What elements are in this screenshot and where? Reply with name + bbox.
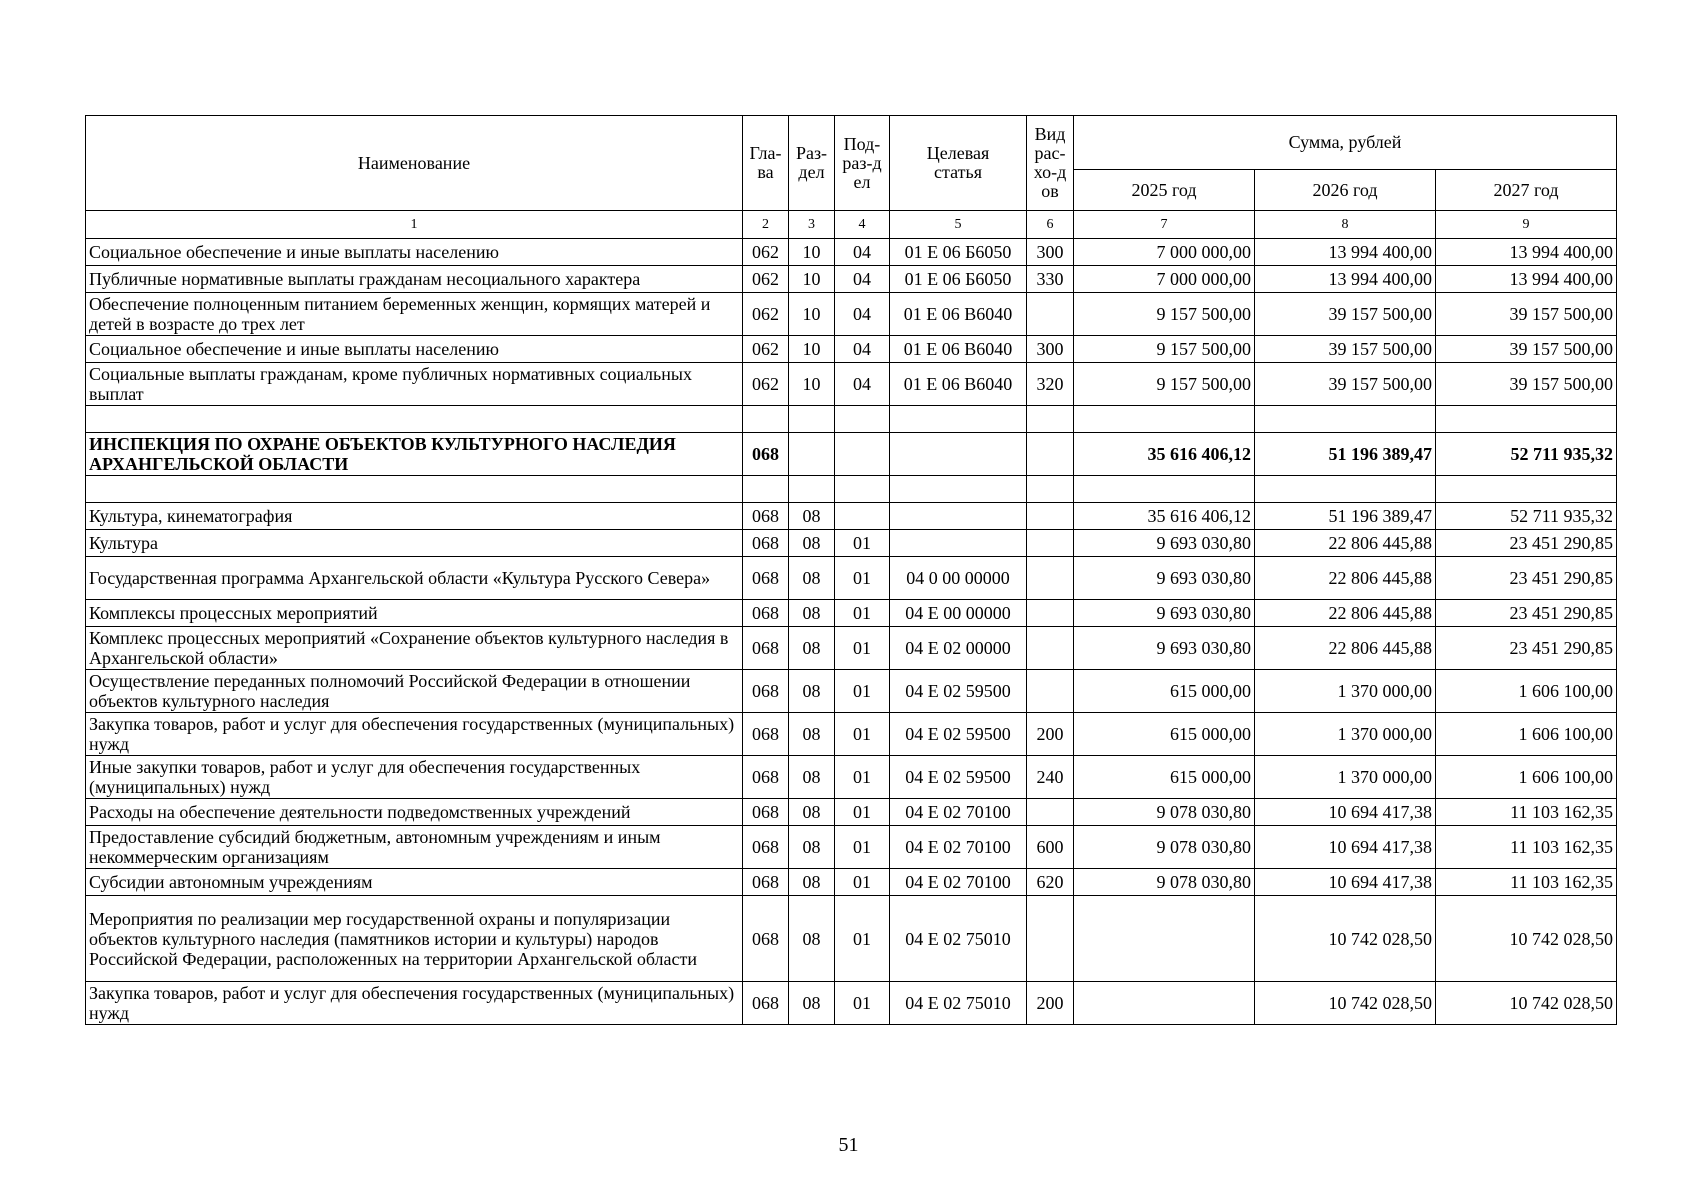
row-razdel: 08 <box>789 557 835 600</box>
header-razdel-text: Раз-дел <box>795 143 828 182</box>
row-tselevaya <box>890 503 1027 530</box>
row-glava <box>743 476 789 503</box>
row-sum-2025: 9 693 030,80 <box>1074 627 1255 670</box>
row-razdel <box>789 406 835 433</box>
table-row <box>86 336 1617 363</box>
row-glava: 062 <box>743 266 789 293</box>
row-name: Закупка товаров, работ и услуг для обеспечения государственных (муниципальных) нужд <box>86 713 743 756</box>
row-sum-2027: 13 994 400,00 <box>1436 239 1617 266</box>
column-number: 7 <box>1074 211 1255 239</box>
row-razdel: 08 <box>789 503 835 530</box>
table-row <box>86 826 1617 869</box>
row-tselevaya: 04 Е 00 00000 <box>890 600 1027 627</box>
header-glava-text: Гла-ва <box>749 143 782 182</box>
row-podrazdel: 01 <box>835 627 890 670</box>
row-name: Социальное обеспечение и иные выплаты населению <box>86 336 743 363</box>
row-vid <box>1027 476 1074 503</box>
row-sum-2026: 10 742 028,50 <box>1255 896 1436 982</box>
row-vid: 330 <box>1027 266 1074 293</box>
column-number: 2 <box>743 211 789 239</box>
row-razdel: 08 <box>789 826 835 869</box>
row-sum-2025: 9 693 030,80 <box>1074 600 1255 627</box>
row-sum-2027: 39 157 500,00 <box>1436 363 1617 406</box>
row-sum-2027: 23 451 290,85 <box>1436 627 1617 670</box>
row-glava: 068 <box>743 713 789 756</box>
row-name: Государственная программа Архангельской области «Культура Русского Севера» <box>86 557 743 600</box>
row-podrazdel: 01 <box>835 826 890 869</box>
row-podrazdel <box>835 476 890 503</box>
row-sum-2027: 52 711 935,32 <box>1436 503 1617 530</box>
row-name <box>86 406 743 433</box>
row-sum-2027: 52 711 935,32 <box>1436 433 1617 476</box>
row-podrazdel: 04 <box>835 266 890 293</box>
row-razdel: 10 <box>789 266 835 293</box>
header-podrazdel <box>835 116 890 211</box>
row-sum-2025 <box>1074 896 1255 982</box>
row-sum-2027 <box>1436 476 1617 503</box>
row-podrazdel: 01 <box>835 557 890 600</box>
row-sum-2027: 1 606 100,00 <box>1436 713 1617 756</box>
row-sum-2026: 1 370 000,00 <box>1255 670 1436 713</box>
table-row <box>86 627 1617 670</box>
row-podrazdel <box>835 433 890 476</box>
row-podrazdel: 01 <box>835 530 890 557</box>
table-row <box>86 896 1617 982</box>
row-podrazdel: 01 <box>835 756 890 799</box>
row-podrazdel: 01 <box>835 713 890 756</box>
header-tselevaya <box>890 116 1027 211</box>
header-glava <box>743 116 789 211</box>
row-name <box>86 476 743 503</box>
row-vid <box>1027 896 1074 982</box>
row-sum-2025: 615 000,00 <box>1074 670 1255 713</box>
row-glava: 068 <box>743 530 789 557</box>
row-sum-2027: 11 103 162,35 <box>1436 869 1617 896</box>
row-sum-2025: 7 000 000,00 <box>1074 239 1255 266</box>
row-sum-2027 <box>1436 406 1617 433</box>
row-sum-2026: 51 196 389,47 <box>1255 433 1436 476</box>
row-sum-2025 <box>1074 406 1255 433</box>
row-vid: 600 <box>1027 826 1074 869</box>
row-vid: 240 <box>1027 756 1074 799</box>
row-razdel: 08 <box>789 896 835 982</box>
row-vid <box>1027 503 1074 530</box>
row-tselevaya: 04 Е 02 75010 <box>890 896 1027 982</box>
row-sum-2025: 9 157 500,00 <box>1074 293 1255 336</box>
table-row <box>86 293 1617 336</box>
row-glava: 062 <box>743 293 789 336</box>
row-razdel <box>789 476 835 503</box>
row-sum-2027: 23 451 290,85 <box>1436 530 1617 557</box>
row-name: Субсидии автономным учреждениям <box>86 869 743 896</box>
row-glava: 068 <box>743 557 789 600</box>
row-tselevaya: 04 Е 02 00000 <box>890 627 1027 670</box>
row-podrazdel: 04 <box>835 293 890 336</box>
row-name: Предоставление субсидий бюджетным, автономным учреждениям и иным некоммерческим организациям <box>86 826 743 869</box>
row-vid <box>1027 557 1074 600</box>
row-sum-2025: 35 616 406,12 <box>1074 433 1255 476</box>
row-podrazdel: 01 <box>835 670 890 713</box>
row-sum-2027: 39 157 500,00 <box>1436 336 1617 363</box>
row-name: Закупка товаров, работ и услуг для обеспечения государственных (муниципальных) нужд <box>86 982 743 1025</box>
row-tselevaya <box>890 476 1027 503</box>
row-vid: 620 <box>1027 869 1074 896</box>
row-vid: 320 <box>1027 363 1074 406</box>
row-sum-2026: 22 806 445,88 <box>1255 627 1436 670</box>
row-sum-2027: 23 451 290,85 <box>1436 600 1617 627</box>
row-sum-2027: 11 103 162,35 <box>1436 826 1617 869</box>
table-row <box>86 239 1617 266</box>
row-sum-2025 <box>1074 476 1255 503</box>
row-glava: 068 <box>743 869 789 896</box>
row-vid: 200 <box>1027 982 1074 1025</box>
row-podrazdel: 04 <box>835 239 890 266</box>
table-row <box>86 982 1617 1025</box>
row-glava: 068 <box>743 433 789 476</box>
table-row <box>86 530 1617 557</box>
row-sum-2027: 23 451 290,85 <box>1436 557 1617 600</box>
row-tselevaya: 04 Е 02 75010 <box>890 982 1027 1025</box>
row-name: Комплекс процессных мероприятий «Сохранение объектов культурного наследия в Архангельской области» <box>86 627 743 670</box>
column-number: 6 <box>1027 211 1074 239</box>
row-razdel: 08 <box>789 869 835 896</box>
row-sum-2025: 7 000 000,00 <box>1074 266 1255 293</box>
header-podrazdel-text: Под-раз-дел <box>842 133 882 192</box>
row-tselevaya <box>890 406 1027 433</box>
row-name: Комплексы процессных мероприятий <box>86 600 743 627</box>
column-number: 4 <box>835 211 890 239</box>
row-razdel: 10 <box>789 239 835 266</box>
row-razdel: 08 <box>789 982 835 1025</box>
row-glava: 068 <box>743 826 789 869</box>
column-number: 1 <box>86 211 743 239</box>
row-razdel: 10 <box>789 363 835 406</box>
row-glava: 068 <box>743 896 789 982</box>
header-year-2027: 2027 год <box>1436 170 1617 211</box>
row-tselevaya: 01 Е 06 Б6050 <box>890 266 1027 293</box>
table-row <box>86 799 1617 826</box>
row-sum-2025: 9 078 030,80 <box>1074 826 1255 869</box>
header-summa: Сумма, рублей <box>1074 116 1617 170</box>
row-vid <box>1027 433 1074 476</box>
row-podrazdel: 04 <box>835 336 890 363</box>
table-body <box>86 239 1617 1025</box>
row-sum-2027: 11 103 162,35 <box>1436 799 1617 826</box>
row-sum-2025: 615 000,00 <box>1074 756 1255 799</box>
row-vid <box>1027 406 1074 433</box>
table-row <box>86 406 1617 433</box>
table-row <box>86 476 1617 503</box>
column-number: 3 <box>789 211 835 239</box>
row-tselevaya: 04 Е 02 70100 <box>890 826 1027 869</box>
row-sum-2025: 35 616 406,12 <box>1074 503 1255 530</box>
header-name: Наименование <box>86 116 743 211</box>
row-vid: 300 <box>1027 239 1074 266</box>
row-sum-2026: 13 994 400,00 <box>1255 266 1436 293</box>
row-sum-2025: 9 078 030,80 <box>1074 799 1255 826</box>
page-number: 51 <box>838 1134 859 1156</box>
row-razdel: 10 <box>789 336 835 363</box>
row-sum-2026: 22 806 445,88 <box>1255 557 1436 600</box>
row-tselevaya: 01 Е 06 В6040 <box>890 293 1027 336</box>
table-row <box>86 503 1617 530</box>
row-name: Осуществление переданных полномочий Российской Федерации в отношении объектов культурного наследия <box>86 670 743 713</box>
row-glava: 068 <box>743 503 789 530</box>
table-row <box>86 756 1617 799</box>
row-vid <box>1027 293 1074 336</box>
row-sum-2027: 13 994 400,00 <box>1436 266 1617 293</box>
row-vid: 200 <box>1027 713 1074 756</box>
table-row <box>86 600 1617 627</box>
row-name: Социальное обеспечение и иные выплаты населению <box>86 239 743 266</box>
row-sum-2026: 10 694 417,38 <box>1255 799 1436 826</box>
row-podrazdel: 01 <box>835 896 890 982</box>
row-glava <box>743 406 789 433</box>
row-tselevaya: 04 Е 02 70100 <box>890 799 1027 826</box>
row-glava: 068 <box>743 982 789 1025</box>
row-razdel: 08 <box>789 756 835 799</box>
row-sum-2025 <box>1074 982 1255 1025</box>
row-sum-2027: 10 742 028,50 <box>1436 982 1617 1025</box>
row-sum-2026: 13 994 400,00 <box>1255 239 1436 266</box>
table-row <box>86 363 1617 406</box>
row-podrazdel: 01 <box>835 600 890 627</box>
row-name: Мероприятия по реализации мер государственной охраны и популяризации объектов культурного наследия (памятников истории и культуры) народов Российской Федерации, расположенных на территории Архангельской области <box>86 896 743 982</box>
row-razdel: 08 <box>789 600 835 627</box>
row-vid: 300 <box>1027 336 1074 363</box>
row-glava: 062 <box>743 336 789 363</box>
row-razdel <box>789 433 835 476</box>
row-podrazdel <box>835 406 890 433</box>
table-row <box>86 557 1617 600</box>
row-glava: 062 <box>743 239 789 266</box>
header-year-2025: 2025 год <box>1074 170 1255 211</box>
row-podrazdel: 01 <box>835 799 890 826</box>
row-vid <box>1027 799 1074 826</box>
row-glava: 068 <box>743 756 789 799</box>
table-row <box>86 713 1617 756</box>
row-glava: 068 <box>743 670 789 713</box>
row-tselevaya <box>890 433 1027 476</box>
row-sum-2026: 10 742 028,50 <box>1255 982 1436 1025</box>
row-sum-2027: 39 157 500,00 <box>1436 293 1617 336</box>
row-razdel: 08 <box>789 530 835 557</box>
row-sum-2025: 615 000,00 <box>1074 713 1255 756</box>
row-tselevaya: 01 Е 06 В6040 <box>890 336 1027 363</box>
row-sum-2027: 1 606 100,00 <box>1436 756 1617 799</box>
row-name: Культура <box>86 530 743 557</box>
row-sum-2026: 51 196 389,47 <box>1255 503 1436 530</box>
row-vid <box>1027 670 1074 713</box>
row-vid <box>1027 627 1074 670</box>
header-year-2026: 2026 год <box>1255 170 1436 211</box>
row-name: Расходы на обеспечение деятельности подведомственных учреждений <box>86 799 743 826</box>
row-sum-2026: 39 157 500,00 <box>1255 336 1436 363</box>
row-podrazdel: 01 <box>835 869 890 896</box>
row-sum-2026: 1 370 000,00 <box>1255 756 1436 799</box>
row-name: Иные закупки товаров, работ и услуг для обеспечения государственных (муниципальных) нужд <box>86 756 743 799</box>
column-number: 8 <box>1255 211 1436 239</box>
row-sum-2026: 10 694 417,38 <box>1255 826 1436 869</box>
row-sum-2025: 9 157 500,00 <box>1074 336 1255 363</box>
row-tselevaya: 04 Е 02 59500 <box>890 713 1027 756</box>
header-vid <box>1027 116 1074 211</box>
row-podrazdel: 04 <box>835 363 890 406</box>
row-sum-2027: 1 606 100,00 <box>1436 670 1617 713</box>
row-tselevaya: 04 Е 02 70100 <box>890 869 1027 896</box>
row-podrazdel <box>835 503 890 530</box>
row-name: Социальные выплаты гражданам, кроме публичных нормативных социальных выплат <box>86 363 743 406</box>
row-sum-2026: 22 806 445,88 <box>1255 600 1436 627</box>
row-name: Публичные нормативные выплаты гражданам несоциального характера <box>86 266 743 293</box>
row-sum-2027: 10 742 028,50 <box>1436 896 1617 982</box>
row-glava: 068 <box>743 799 789 826</box>
column-number-row <box>86 211 1617 239</box>
row-sum-2025: 9 693 030,80 <box>1074 530 1255 557</box>
row-vid <box>1027 600 1074 627</box>
row-tselevaya: 04 0 00 00000 <box>890 557 1027 600</box>
row-sum-2025: 9 078 030,80 <box>1074 869 1255 896</box>
row-razdel: 08 <box>789 799 835 826</box>
row-glava: 062 <box>743 363 789 406</box>
row-name: ИНСПЕКЦИЯ ПО ОХРАНЕ ОБЪЕКТОВ КУЛЬТУРНОГО НАСЛЕДИЯ АРХАНГЕЛЬСКОЙ ОБЛАСТИ <box>86 433 743 476</box>
table-row <box>86 266 1617 293</box>
row-vid <box>1027 530 1074 557</box>
table-row <box>86 869 1617 896</box>
row-razdel: 10 <box>789 293 835 336</box>
row-tselevaya: 04 Е 02 59500 <box>890 670 1027 713</box>
row-sum-2026: 39 157 500,00 <box>1255 363 1436 406</box>
row-sum-2026: 10 694 417,38 <box>1255 869 1436 896</box>
table-row <box>86 433 1617 476</box>
row-podrazdel: 01 <box>835 982 890 1025</box>
column-number: 5 <box>890 211 1027 239</box>
row-sum-2026: 1 370 000,00 <box>1255 713 1436 756</box>
row-name: Обеспечение полноценным питанием беременных женщин, кормящих матерей и детей в возрасте до трех лет <box>86 293 743 336</box>
row-razdel: 08 <box>789 627 835 670</box>
row-sum-2026: 39 157 500,00 <box>1255 293 1436 336</box>
row-name: Культура, кинематография <box>86 503 743 530</box>
row-razdel: 08 <box>789 713 835 756</box>
row-sum-2025: 9 693 030,80 <box>1074 557 1255 600</box>
row-sum-2026 <box>1255 476 1436 503</box>
row-sum-2026: 22 806 445,88 <box>1255 530 1436 557</box>
row-tselevaya: 01 Е 06 Б6050 <box>890 239 1027 266</box>
row-tselevaya <box>890 530 1027 557</box>
row-glava: 068 <box>743 600 789 627</box>
header-razdel <box>789 116 835 211</box>
row-sum-2025: 9 157 500,00 <box>1074 363 1255 406</box>
header-vid-text: Вид рас-хо-дов <box>1033 124 1067 201</box>
budget-table <box>85 115 1617 1025</box>
row-tselevaya: 04 Е 02 59500 <box>890 756 1027 799</box>
row-tselevaya: 01 Е 06 В6040 <box>890 363 1027 406</box>
row-glava: 068 <box>743 627 789 670</box>
table-row <box>86 670 1617 713</box>
header-tselevaya-text: Целевая статья <box>926 143 990 182</box>
row-razdel: 08 <box>789 670 835 713</box>
row-sum-2026 <box>1255 406 1436 433</box>
column-number: 9 <box>1436 211 1617 239</box>
